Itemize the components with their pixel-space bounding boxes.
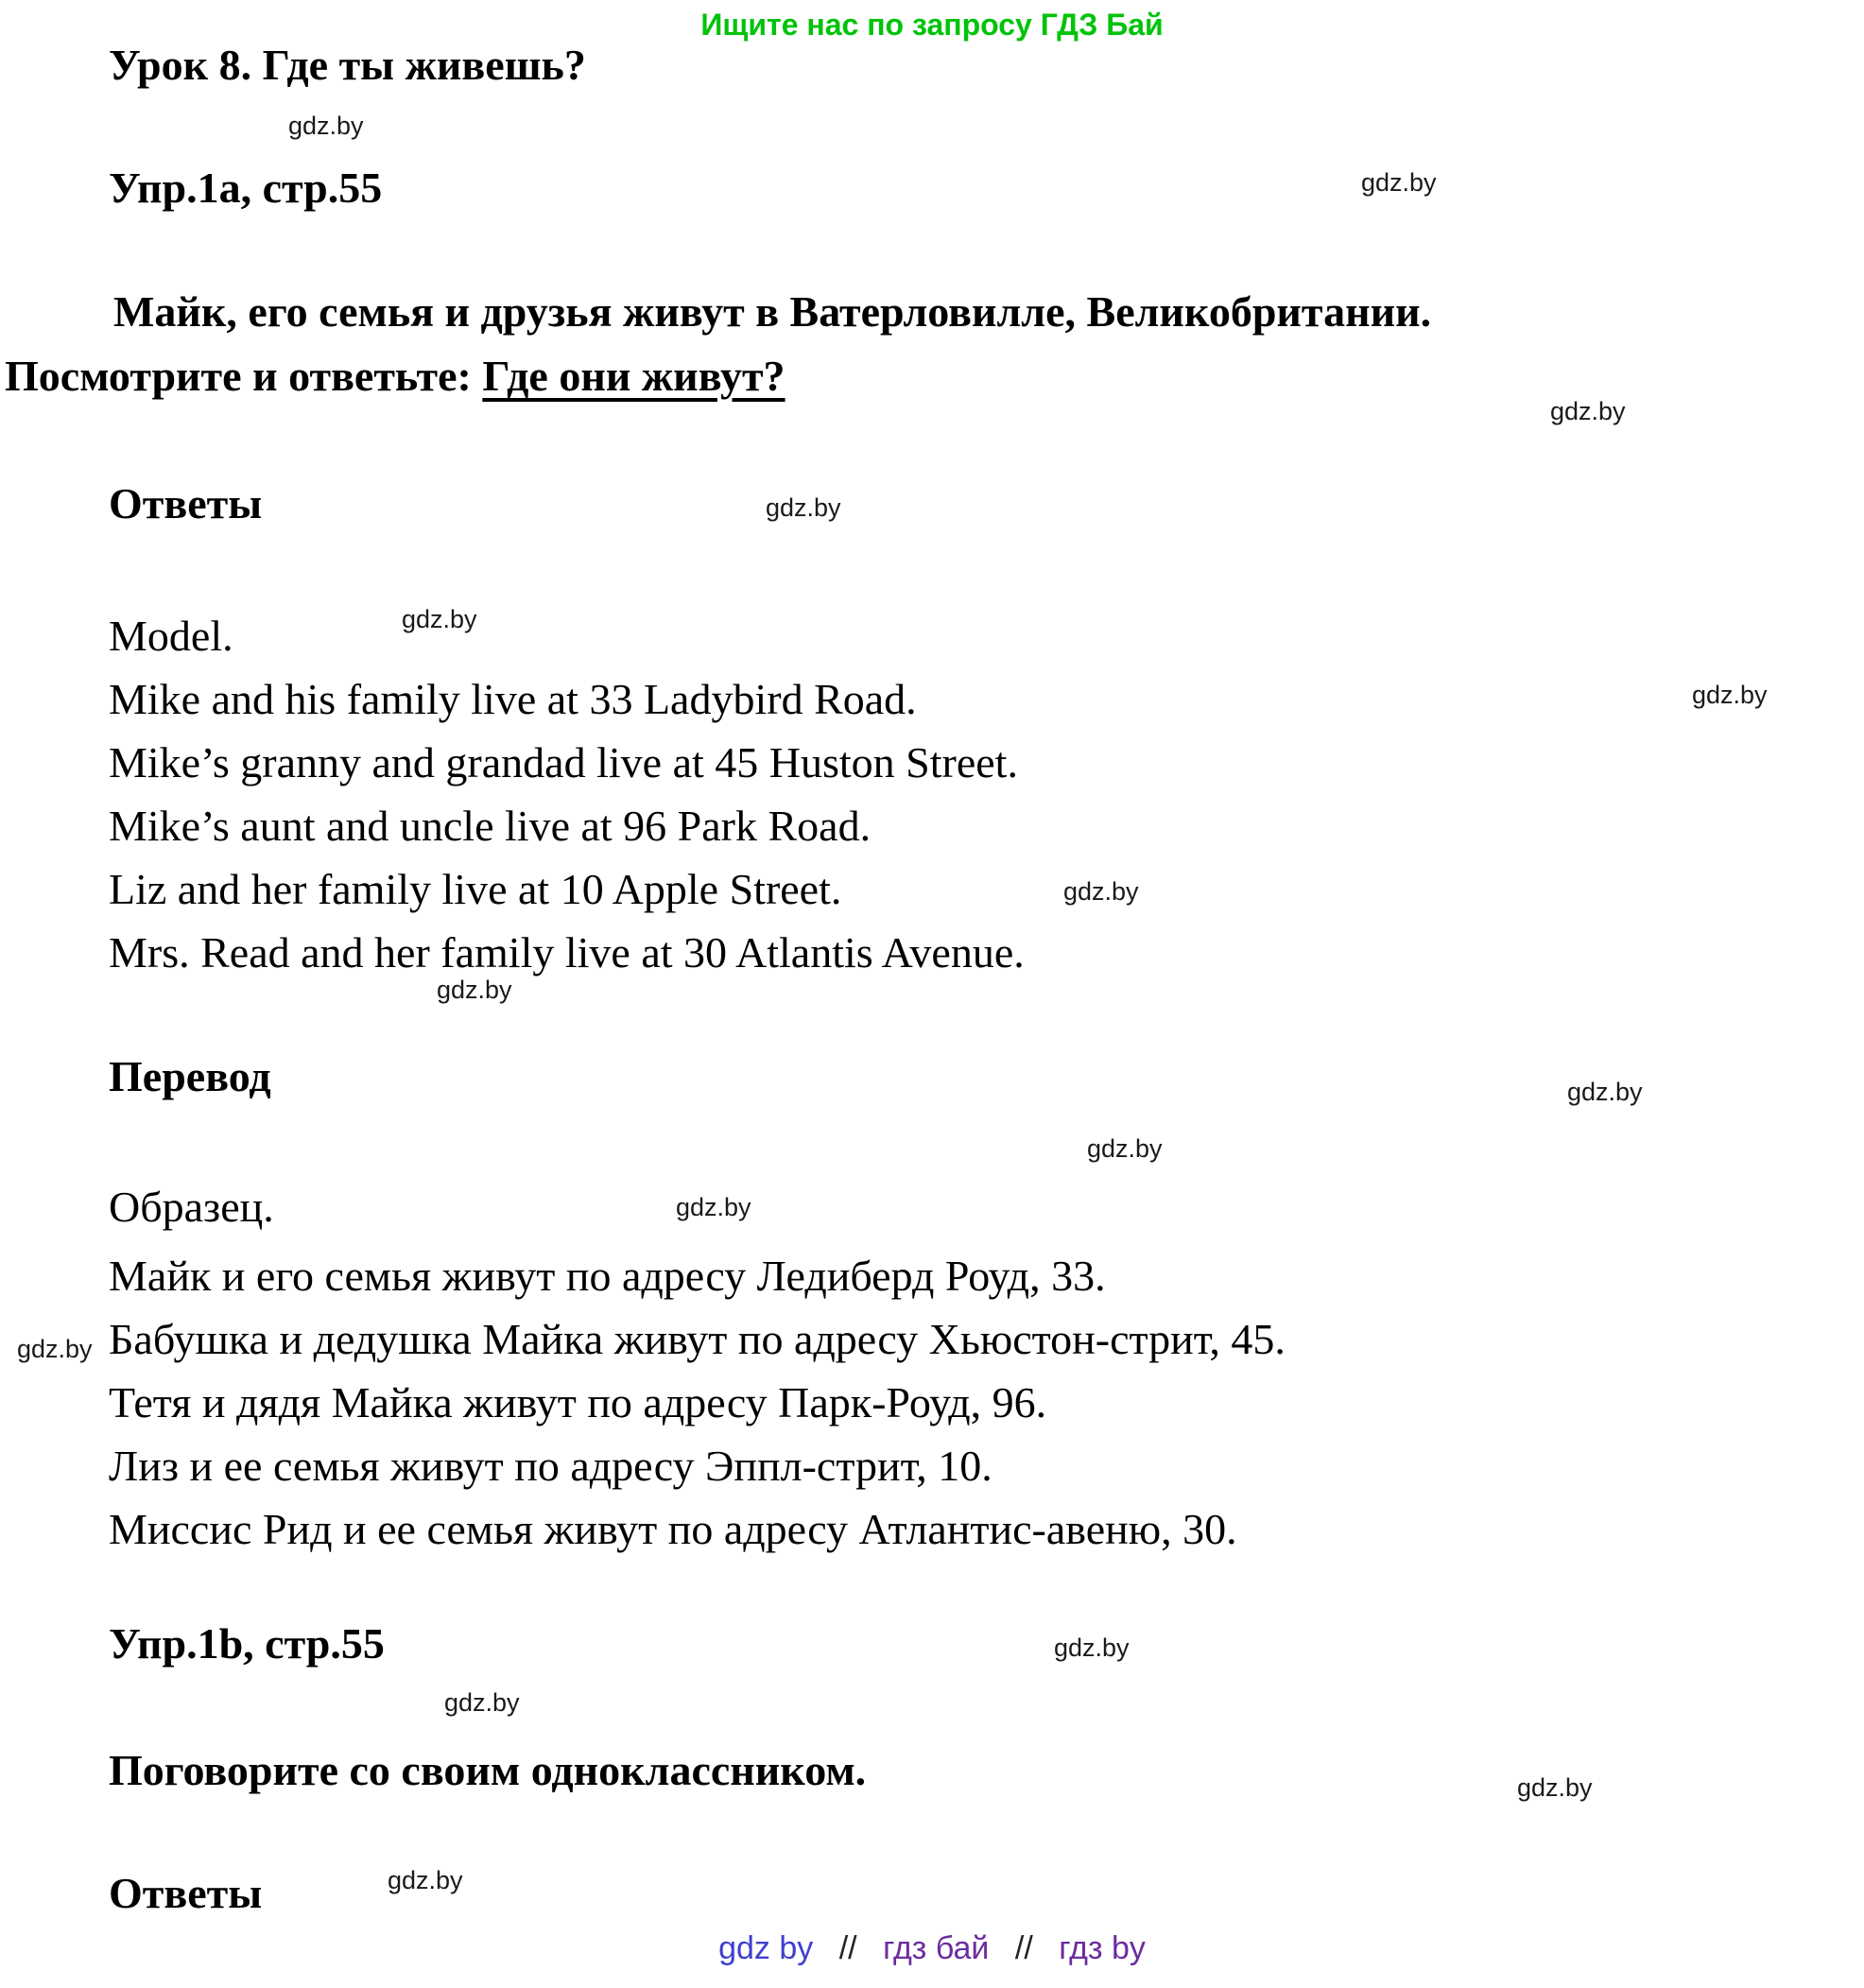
answer-line: Mike and his family live at 33 Ladybird Road. [109, 675, 917, 723]
watermark: gdz.by [437, 976, 512, 1004]
watermark: gdz.by [1063, 877, 1139, 906]
answer-line: Mike’s aunt and uncle live at 96 Park Road. [109, 802, 872, 850]
translation-line: Тетя и дядя Майка живут по адресу Парк-Роуд, 96. [109, 1378, 1047, 1426]
exercise-1a-title: Упр.1а, стр.55 [109, 164, 383, 212]
watermark: gdz.by [1517, 1773, 1593, 1802]
watermark: gdz.by [676, 1193, 751, 1221]
watermark: gdz.by [17, 1335, 93, 1363]
answers-list [109, 667, 1025, 984]
exercise-1b-task: Поговорите со своим одноклассником. [109, 1746, 867, 1794]
answers-heading-1b: Ответы [109, 1869, 263, 1917]
translations-list [109, 1244, 1286, 1561]
footer-links [0, 1930, 1864, 1967]
translation-line: Майк и его семья живут по адресу Ледиберд Роуд, 33. [109, 1252, 1106, 1300]
lesson-title: Урок 8. Где ты живешь? [109, 41, 586, 89]
answer-line: Liz and her family live at 10 Apple Street. [109, 865, 842, 913]
footer-separator: // [1014, 1930, 1033, 1966]
translation-line: Бабушка и дедушка Майка живут по адресу Хьюстон-стрит, 45. [109, 1315, 1286, 1363]
watermark: gdz.by [1361, 168, 1437, 197]
watermark: gdz.by [1087, 1134, 1163, 1163]
translation-heading: Перевод [109, 1052, 271, 1100]
translation-line: Миссис Рид и ее семья живут по адресу Атлантис-авеню, 30. [109, 1505, 1237, 1553]
watermark: gdz.by [444, 1688, 520, 1717]
sample-label: Образец. [109, 1183, 274, 1231]
exercise-1b-title: Упр.1b, стр.55 [109, 1619, 385, 1668]
footer-separator: // [838, 1930, 857, 1966]
task-line-1: Майк, его семья и друзья живут в Ватерловилле, Великобритании. [113, 287, 1432, 336]
watermark: gdz.by [402, 605, 477, 633]
translation-line: Лиз и ее семья живут по адресу Эппл-стрит, 10. [109, 1442, 992, 1490]
watermark: gdz.by [288, 112, 364, 140]
task-line-2-prefix: Посмотрите и ответьте: [5, 352, 483, 400]
model-label: Model. [109, 612, 233, 660]
footer-link-gdz-bai[interactable]: гдз бай [883, 1930, 990, 1966]
watermark: gdz.by [1054, 1634, 1130, 1662]
footer-link-gdz-by[interactable]: gdz by [718, 1930, 814, 1966]
task-question-underlined: Где они живут? [482, 352, 785, 400]
watermark: gdz.by [1550, 397, 1626, 425]
exercise-1a-task [5, 280, 1432, 408]
answers-heading-1a: Ответы [109, 479, 263, 527]
watermark: gdz.by [766, 493, 841, 522]
task-line-2 [5, 344, 1431, 408]
watermark: gdz.by [388, 1866, 463, 1894]
answer-line: Mrs. Read and her family live at 30 Atlantis Avenue. [109, 928, 1025, 977]
watermark: gdz.by [1567, 1078, 1643, 1106]
footer-link-gdz-by-2[interactable]: гдз by [1059, 1930, 1146, 1966]
site-banner: Ищите нас по запросу ГДЗ Бай [700, 8, 1164, 42]
watermark: gdz.by [1692, 681, 1768, 709]
answer-line: Mike’s granny and grandad live at 45 Huston Street. [109, 738, 1018, 787]
